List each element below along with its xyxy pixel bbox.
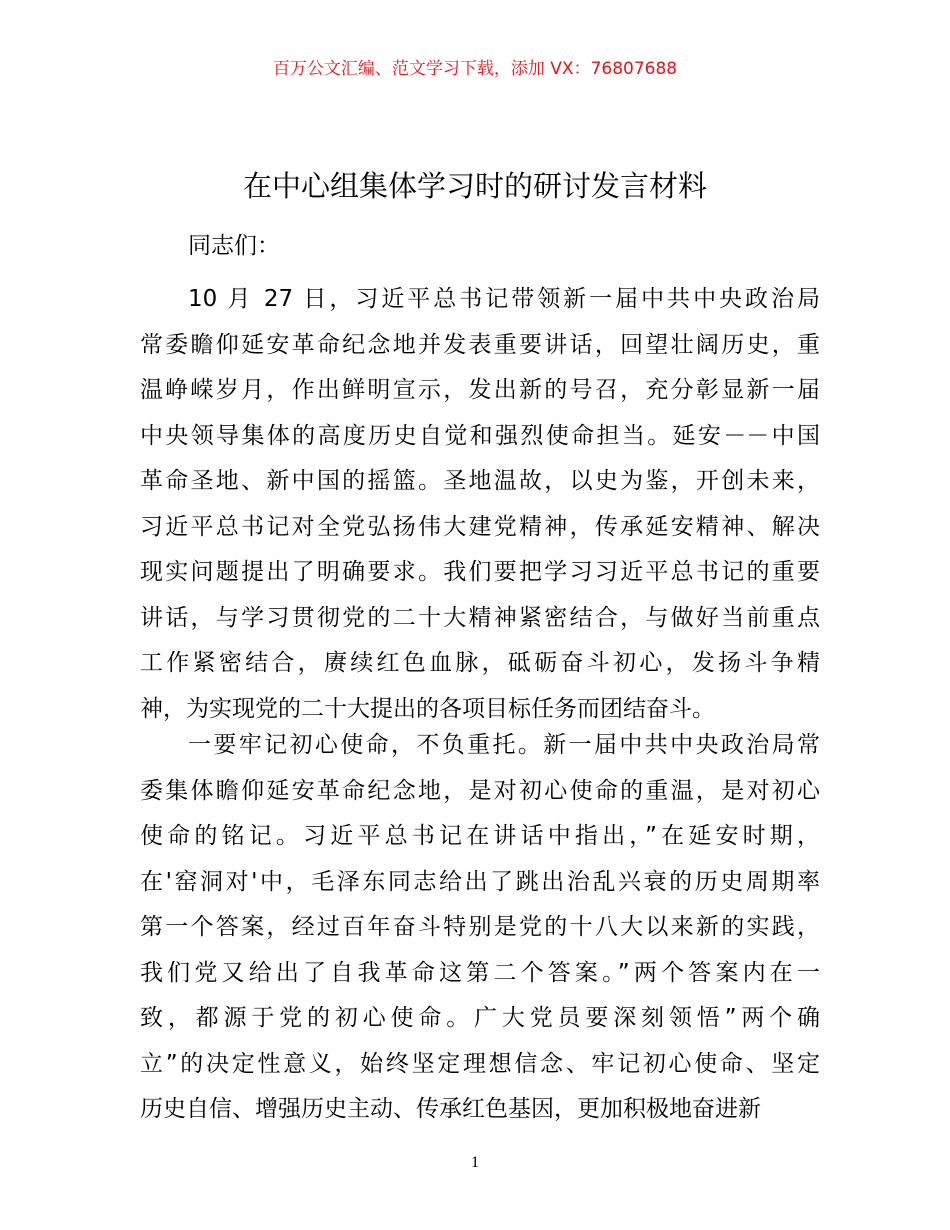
salutation: 同志们： [188,233,280,259]
document-title: 在中心组集体学习时的研讨发言材料 [242,169,707,203]
paragraph-line: 10 月 27 日，习近平总书记带领新一届中共中央政治局 [188,286,820,312]
page-number: 1 [471,1154,479,1171]
paragraph-line: 立”的决定性意义，始终坚定理想信念、牢记初心使命、坚定 [140,1050,820,1077]
paragraph-line: 使命的铭记。习近平总书记在讲话中指出，”在延安时期， [140,823,820,849]
paragraph-line: 第一个答案，经过百年奋斗特别是党的十八大以来新的实践， [140,914,820,940]
paragraph-line: 中央领导集体的高度历史自觉和强烈使命担当。延安－－中国 [140,422,820,449]
paragraph-line: 历史自信、增强历史主动、传承红色基因，更加积极地奋进新 [140,1096,761,1122]
paragraph-line: 致，都源于党的初心使命。广大党员要深刻领悟”两个确 [140,1005,820,1031]
paragraph-line: 习近平总书记对全党弘扬伟大建党精神，传承延安精神、解决 [140,513,820,540]
paragraph-line: 一要牢记初心使命，不负重托。新一届中共中央政治局常 [188,732,820,758]
paragraph-line: 温峥嵘岁月，作出鲜明宣示，发出新的号召，充分彰显新一届 [140,377,820,403]
paragraph-2 [140,723,820,1133]
paragraph-line: 委集体瞻仰延安革命纪念地，是对初心使命的重温，是对初心 [140,777,820,804]
paragraph-line: 现实问题提出了明确要求。我们要把学习习近平总书记的重要 [140,559,820,585]
paragraph-line: 我们党又给出了自我革命这第二个答案。”两个答案内在一 [140,959,820,986]
paragraph-line: 工作紧密结合，赓续红色血脉，砥砺奋斗初心，发扬斗争精 [140,650,820,676]
paragraph-line: 神，为实现党的二十大提出的各项目标任务而团结奋斗。 [140,695,715,722]
paragraph-line: 常委瞻仰延安革命纪念地并发表重要讲话，回望壮阔历史，重 [140,331,820,358]
paragraph-line: 在'窑洞对'中，毛泽东同志给出了跳出治乱兴衰的历史周期率 [140,868,820,895]
paragraph-line: 讲话，与学习贯彻党的二十大精神紧密结合，与做好当前重点 [140,604,820,631]
header-note: 百万公文汇编、范文学习下载，添加 VX：76807688 [272,59,678,79]
paragraph-line: 革命圣地、新中国的摇篮。圣地温故，以史为鉴，开创未来， [140,468,820,494]
paragraph-1 [140,277,820,732]
